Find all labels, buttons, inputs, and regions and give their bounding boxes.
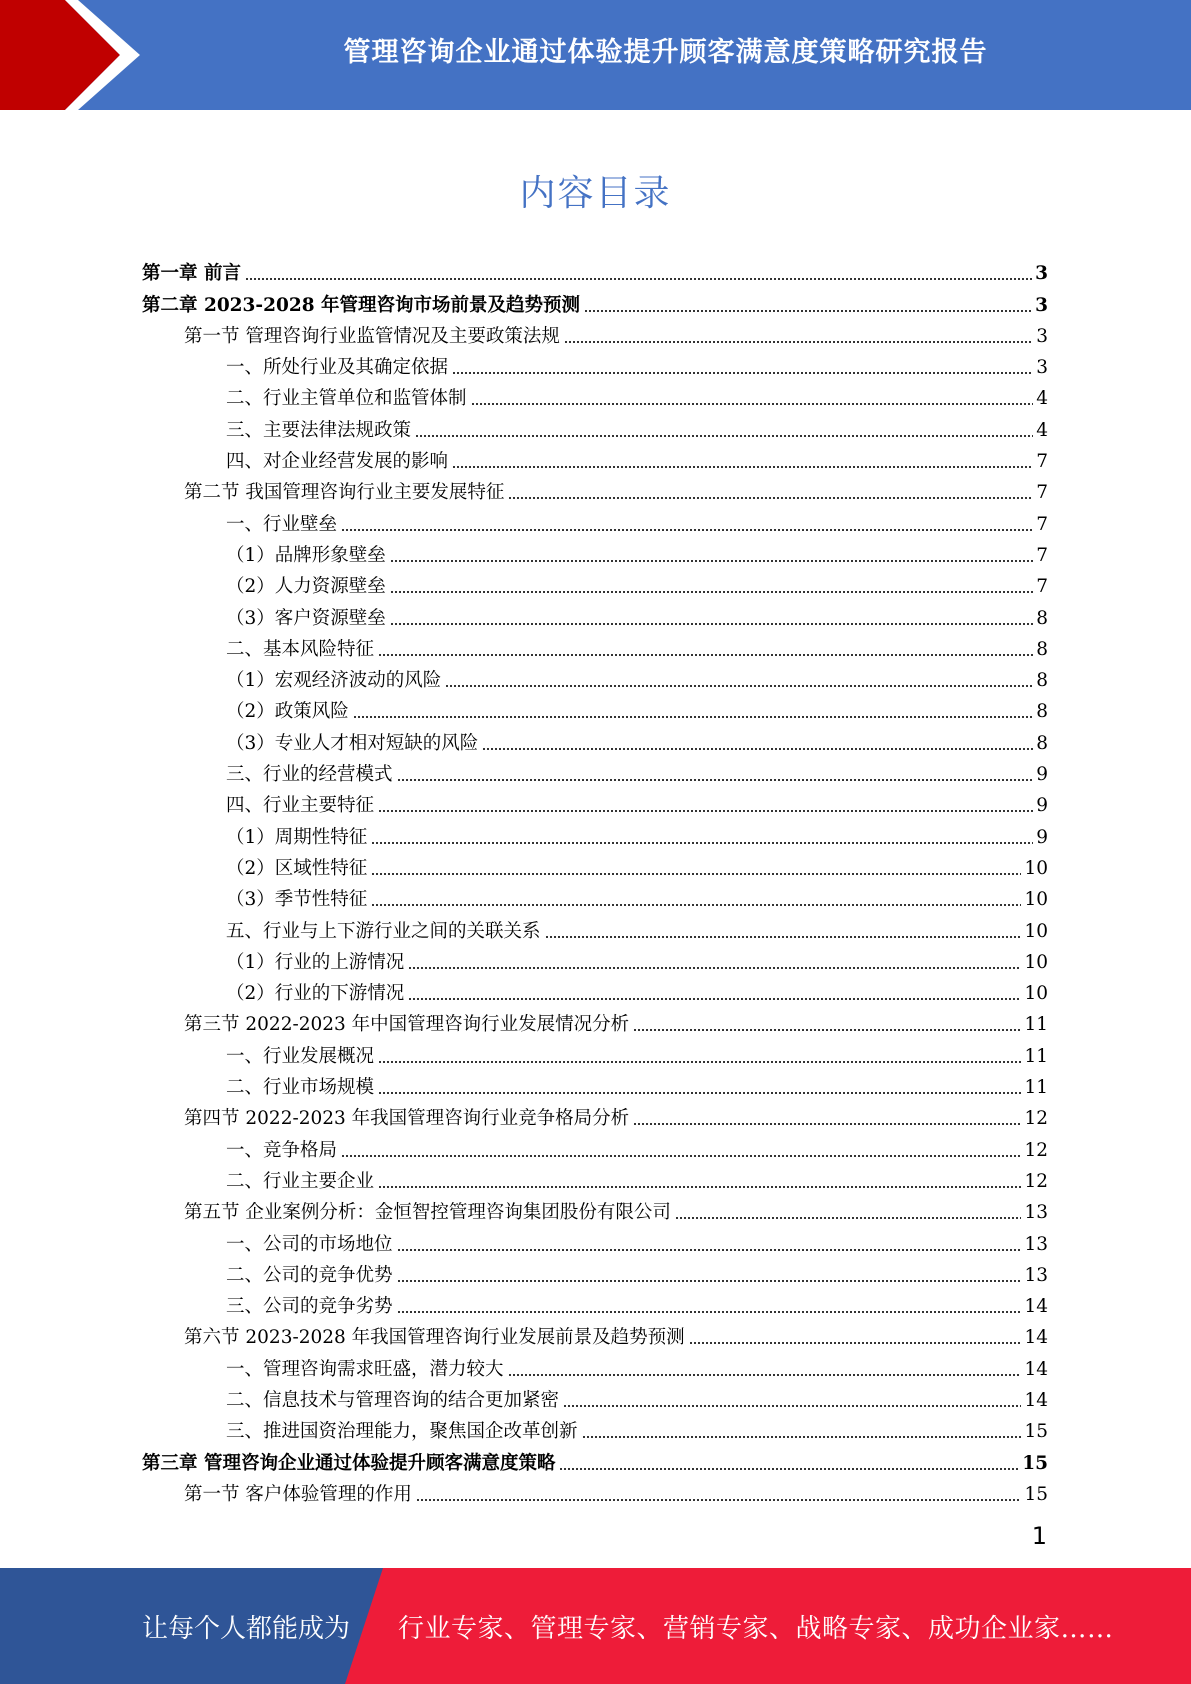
toc-entry-text: （2）行业的下游情况 (226, 983, 405, 1005)
toc-entry[interactable] (142, 442, 1048, 473)
toc-entry-text: 一、公司的市场地位 (226, 1233, 393, 1255)
page-number: 1 (1031, 1522, 1047, 1550)
toc-dot-leader (563, 1405, 1021, 1407)
toc-entry-page: 10 (1024, 920, 1048, 942)
toc-entry[interactable] (142, 317, 1048, 348)
toc-dot-leader (245, 278, 1032, 280)
toc-dot-leader (371, 842, 1033, 844)
toc-entry[interactable] (142, 1412, 1048, 1443)
toc-entry-text: 第二节 我国管理咨询行业主要发展特征 (184, 482, 505, 504)
toc-entry-page: 9 (1036, 795, 1048, 817)
toc-dot-leader (390, 623, 1033, 625)
toc-entry-text: （3）专业人才相对短缺的风险 (226, 732, 479, 754)
toc-entry[interactable] (142, 630, 1048, 661)
toc-dot-leader (584, 310, 1032, 312)
toc-entry-text: 二、行业主要企业 (226, 1170, 375, 1192)
toc-dot-leader (508, 1374, 1022, 1376)
toc-entry[interactable] (142, 1036, 1048, 1067)
toc-entry-text: 三、行业的经营模式 (226, 764, 393, 786)
header-arrow-decoration (0, 0, 160, 110)
toc-dot-leader (452, 466, 1033, 468)
toc-entry-text: 五、行业与上下游行业之间的关联关系 (226, 920, 541, 942)
toc-dot-leader (371, 904, 1021, 906)
toc-heading: 内容目录 (519, 173, 672, 214)
toc-entry-page: 7 (1036, 451, 1048, 473)
toc-entry[interactable] (142, 536, 1048, 567)
toc-entry-page: 11 (1024, 1014, 1048, 1036)
toc-entry-text: 四、对企业经营发展的影响 (226, 451, 449, 473)
toc-entry-text: （2）人力资源壁垒 (226, 576, 386, 598)
toc-entry[interactable] (142, 849, 1048, 880)
toc-entry[interactable] (142, 1130, 1048, 1161)
toc-entry-text: 二、信息技术与管理咨询的结合更加紧密 (226, 1389, 560, 1411)
toc-entry-text: 二、行业市场规模 (226, 1077, 375, 1099)
toc-entry-page: 9 (1036, 826, 1048, 848)
toc-dot-leader (371, 873, 1021, 875)
toc-entry[interactable] (142, 755, 1048, 786)
toc-dot-leader (378, 1092, 1021, 1094)
toc-entry[interactable] (142, 598, 1048, 629)
toc-dot-leader (378, 1186, 1021, 1188)
toc-dot-leader (341, 1155, 1021, 1157)
toc-entry-text: 第六节 2023-2028 年我国管理咨询行业发展前景及趋势预测 (184, 1327, 685, 1349)
toc-dot-leader (482, 748, 1033, 750)
toc-entry-text: 第一节 管理咨询行业监管情况及主要政策法规 (184, 325, 560, 347)
toc-entry-text: 二、公司的竞争优势 (226, 1264, 393, 1286)
toc-entry-page: 14 (1024, 1296, 1048, 1318)
toc-entry-text: 一、行业发展概况 (226, 1045, 375, 1067)
toc-entry-page: 4 (1036, 388, 1048, 410)
toc-entry-text: 一、行业壁垒 (226, 513, 338, 535)
toc-entry-page: 10 (1024, 889, 1048, 911)
table-of-contents (142, 254, 1048, 1506)
toc-dot-leader (397, 1311, 1022, 1313)
toc-entry-page: 8 (1036, 607, 1048, 629)
toc-dot-leader (397, 1249, 1022, 1251)
toc-entry[interactable] (142, 1162, 1048, 1193)
toc-entry[interactable] (142, 692, 1048, 723)
toc-entry-page: 3 (1035, 263, 1048, 285)
toc-dot-leader (408, 998, 1021, 1000)
toc-entry[interactable] (142, 504, 1048, 535)
toc-dot-leader (633, 1029, 1021, 1031)
toc-entry-page: 14 (1024, 1389, 1048, 1411)
toc-entry-page: 14 (1024, 1327, 1048, 1349)
toc-entry[interactable] (142, 1068, 1048, 1099)
page-header (0, 0, 1191, 110)
toc-entry-page: 7 (1036, 576, 1048, 598)
toc-entry-page: 7 (1036, 513, 1048, 535)
toc-dot-leader (390, 560, 1033, 562)
toc-dot-leader (416, 1499, 1022, 1501)
toc-entry[interactable] (142, 974, 1048, 1005)
toc-entry-page: 8 (1036, 670, 1048, 692)
toc-entry[interactable] (142, 1256, 1048, 1287)
toc-entry[interactable] (142, 1443, 1048, 1474)
toc-entry-text: 三、主要法律法规政策 (226, 419, 412, 441)
toc-entry-text: 一、管理咨询需求旺盛，潜力较大 (226, 1358, 504, 1380)
toc-entry-text: 第二章 2023-2028 年管理咨询市场前景及趋势预测 (142, 294, 581, 316)
toc-entry[interactable] (142, 1318, 1048, 1349)
toc-entry[interactable] (142, 348, 1048, 379)
toc-entry[interactable] (142, 285, 1048, 316)
toc-entry-page: 4 (1036, 419, 1048, 441)
toc-dot-leader (445, 685, 1033, 687)
toc-entry[interactable] (142, 1475, 1048, 1506)
toc-entry-page: 8 (1036, 638, 1048, 660)
footer-slogan-left: 让每个人都能成为 (142, 1614, 351, 1644)
toc-entry[interactable] (142, 817, 1048, 848)
toc-entry-text: 第三章 管理咨询企业通过体验提升顾客满意度策略 (142, 1452, 556, 1474)
toc-entry-page: 9 (1036, 764, 1048, 786)
toc-entry[interactable] (142, 1349, 1048, 1380)
toc-entry-page: 7 (1036, 482, 1048, 504)
toc-entry-page: 11 (1024, 1045, 1048, 1067)
toc-entry-page: 15 (1024, 1483, 1048, 1505)
toc-dot-leader (564, 341, 1033, 343)
toc-entry[interactable] (142, 661, 1048, 692)
toc-entry-page: 8 (1036, 732, 1048, 754)
footer-slogan-right: 行业专家、管理专家、营销专家、战略专家、成功企业家…… (398, 1614, 1114, 1644)
toc-entry-text: 三、推进国资治理能力，聚焦国企改革创新 (226, 1421, 578, 1443)
toc-entry-text: 二、行业主管单位和监管体制 (226, 388, 467, 410)
toc-entry-page: 3 (1035, 294, 1048, 316)
toc-entry-page: 8 (1036, 701, 1048, 723)
toc-entry-page: 10 (1024, 857, 1048, 879)
toc-entry-text: （3）季节性特征 (226, 889, 368, 911)
toc-entry-page: 14 (1024, 1358, 1048, 1380)
toc-entry[interactable] (142, 1287, 1048, 1318)
toc-entry-text: （1）品牌形象壁垒 (226, 544, 386, 566)
toc-entry-text: （2）区域性特征 (226, 857, 368, 879)
report-title: 管理咨询企业通过体验提升顾客满意度策略研究报告 (343, 37, 988, 68)
toc-entry-page: 3 (1036, 357, 1048, 379)
toc-entry[interactable] (142, 379, 1048, 410)
toc-dot-leader (545, 936, 1022, 938)
toc-entry[interactable] (142, 1381, 1048, 1412)
toc-entry-text: 第三节 2022-2023 年中国管理咨询行业发展情况分析 (184, 1014, 630, 1036)
toc-entry-text: 一、所处行业及其确定依据 (226, 357, 449, 379)
toc-entry-text: 四、行业主要特征 (226, 795, 375, 817)
toc-entry[interactable] (142, 410, 1048, 441)
toc-entry[interactable] (142, 567, 1048, 598)
toc-entry[interactable] (142, 786, 1048, 817)
toc-entry-page: 13 (1024, 1264, 1048, 1286)
toc-entry-text: （1）周期性特征 (226, 826, 368, 848)
toc-entry[interactable] (142, 1005, 1048, 1036)
toc-dot-leader (397, 1280, 1022, 1282)
toc-entry[interactable] (142, 723, 1048, 754)
toc-entry-text: （3）客户资源壁垒 (226, 607, 386, 629)
toc-dot-leader (471, 403, 1034, 405)
toc-entry-text: 三、公司的竞争劣势 (226, 1296, 393, 1318)
toc-entry-page: 13 (1024, 1202, 1048, 1224)
toc-entry-page: 15 (1022, 1452, 1048, 1474)
toc-entry-text: （1）宏观经济波动的风险 (226, 670, 442, 692)
toc-entry[interactable] (142, 880, 1048, 911)
toc-entry[interactable] (142, 473, 1048, 504)
toc-dot-leader (390, 591, 1033, 593)
toc-dot-leader (397, 779, 1034, 781)
toc-dot-leader (675, 1217, 1022, 1219)
toc-entry-page: 10 (1024, 951, 1048, 973)
toc-entry-text: 二、基本风险特征 (226, 638, 375, 660)
toc-entry-text: 第一章 前言 (142, 263, 241, 285)
toc-entry-page: 12 (1024, 1139, 1048, 1161)
toc-entry-text: （2）政策风险 (226, 701, 349, 723)
toc-dot-leader (378, 810, 1033, 812)
toc-dot-leader (408, 967, 1021, 969)
toc-dot-leader (378, 654, 1033, 656)
toc-entry-page: 12 (1024, 1170, 1048, 1192)
toc-entry[interactable] (142, 911, 1048, 942)
toc-dot-leader (689, 1342, 1022, 1344)
toc-dot-leader (353, 716, 1033, 718)
toc-entry-page: 12 (1024, 1108, 1048, 1130)
toc-entry-page: 7 (1036, 544, 1048, 566)
toc-entry-text: 第五节 企业案例分析：金恒智控管理咨询集团股份有限公司 (184, 1202, 671, 1224)
toc-entry-text: 第四节 2022-2023 年我国管理咨询行业竞争格局分析 (184, 1108, 630, 1130)
toc-dot-leader (378, 1061, 1021, 1063)
toc-dot-leader (559, 1468, 1019, 1470)
toc-dot-leader (415, 435, 1033, 437)
toc-entry-page: 15 (1024, 1421, 1048, 1443)
toc-entry-page: 3 (1036, 325, 1048, 347)
toc-entry-text: 一、竞争格局 (226, 1139, 338, 1161)
toc-entry-text: 第一节 客户体验管理的作用 (184, 1483, 412, 1505)
toc-dot-leader (452, 372, 1033, 374)
toc-entry-text: （1）行业的上游情况 (226, 951, 405, 973)
toc-dot-leader (508, 497, 1033, 499)
toc-entry[interactable] (142, 943, 1048, 974)
toc-entry[interactable] (142, 1099, 1048, 1130)
toc-entry-page: 13 (1024, 1233, 1048, 1255)
toc-dot-leader (582, 1436, 1022, 1438)
toc-entry[interactable] (142, 1224, 1048, 1255)
toc-entry[interactable] (142, 1193, 1048, 1224)
toc-dot-leader (341, 529, 1033, 531)
toc-entry[interactable] (142, 254, 1048, 285)
page-footer (0, 1568, 1191, 1684)
toc-dot-leader (633, 1123, 1021, 1125)
toc-entry-page: 10 (1024, 983, 1048, 1005)
toc-entry-page: 11 (1024, 1077, 1048, 1099)
